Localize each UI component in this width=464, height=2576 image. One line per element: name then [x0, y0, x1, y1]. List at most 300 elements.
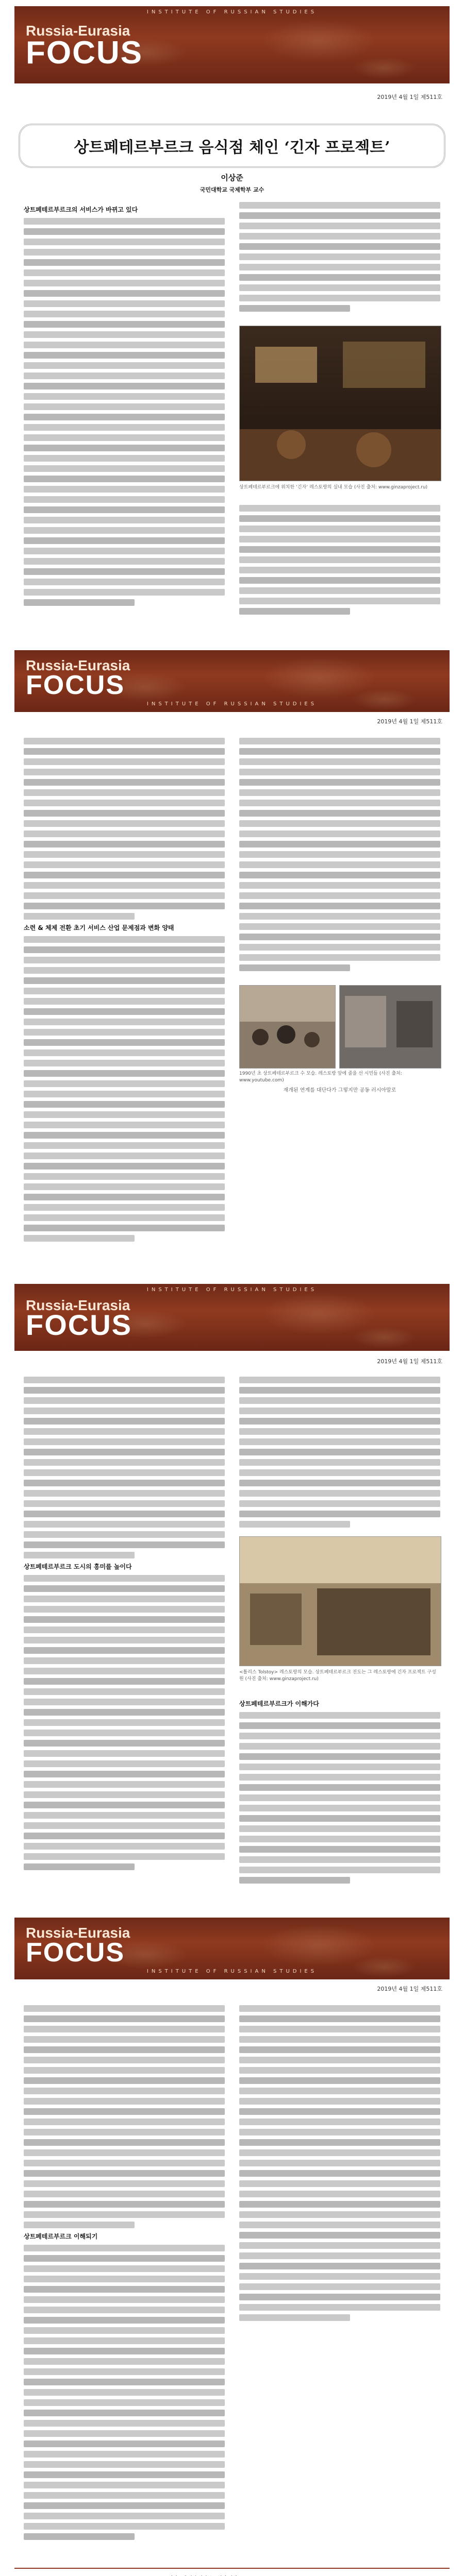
text-line	[24, 1008, 225, 1015]
text-line	[239, 2263, 440, 2269]
text-line	[24, 280, 225, 286]
restaurant-interior-photo	[239, 326, 441, 481]
text-line	[24, 1080, 225, 1087]
text-line	[24, 1428, 225, 1435]
text-line	[24, 1111, 225, 1118]
text-column-right	[239, 2005, 440, 2335]
text-line	[24, 789, 225, 796]
street-crowd-photo	[239, 985, 336, 1069]
text-line	[239, 598, 440, 604]
text-line	[24, 2430, 225, 2437]
brand-focus: FOCUS	[26, 1309, 132, 1341]
text-line	[24, 455, 225, 462]
text-line	[239, 2160, 440, 2166]
text-line	[239, 1764, 440, 1770]
text-line	[24, 1812, 225, 1819]
text-line	[24, 2160, 225, 2166]
text-line	[239, 2077, 440, 2084]
text-line	[239, 2139, 440, 2146]
text-line	[24, 476, 225, 482]
page-4	[14, 1918, 450, 2576]
text-line	[24, 820, 225, 827]
text-line	[24, 1438, 225, 1445]
text-line	[24, 1101, 225, 1108]
text-line	[24, 1596, 225, 1602]
text-line	[24, 2139, 225, 2146]
text-line	[239, 1428, 440, 1435]
text-line	[24, 967, 225, 974]
text-line	[24, 1843, 225, 1850]
text-line	[24, 1490, 225, 1497]
text-line	[24, 758, 225, 765]
text-line	[24, 1750, 225, 1757]
text-line	[239, 903, 440, 909]
text-line	[24, 2286, 225, 2293]
photo-caption: <톨리스 Tolstoy> 레스토랑의 모습. 상트페테르부르크 진도는 그 레스토랑에 긴자 프로젝트 구성원 (사진 출처: www.ginzaproject.ru)	[239, 1670, 436, 1682]
text-line	[239, 556, 440, 563]
text-column-left	[24, 202, 225, 624]
text-line	[239, 2067, 440, 2074]
text-line	[239, 587, 440, 594]
text-line	[24, 2191, 225, 2197]
text-line	[239, 2129, 440, 2136]
text-line	[24, 2265, 225, 2272]
text-line	[24, 218, 225, 225]
text-line	[239, 295, 440, 301]
text-line	[239, 2015, 440, 2022]
text-line	[24, 1480, 225, 1486]
text-line	[24, 738, 225, 744]
text-line	[239, 1408, 440, 1414]
text-line	[239, 748, 440, 755]
text-line	[239, 577, 440, 584]
text-line	[24, 810, 225, 817]
text-line	[24, 2492, 225, 2499]
text-line	[239, 2314, 350, 2321]
text-line	[24, 946, 225, 953]
text-line	[24, 1626, 225, 1633]
text-line	[24, 1863, 135, 1870]
text-line	[239, 1867, 440, 1873]
photo-caption: 상트페테르부르크에 위치한 ‘긴자’ 레스토랑의 실내 모습 (사진 출처: www.ginzaproject.ru)	[239, 485, 428, 490]
text-line	[24, 957, 225, 963]
text-line	[24, 882, 225, 889]
text-line	[239, 1712, 440, 1719]
institute-name: INSTITUTE OF RUSSIAN STUDIES	[146, 1969, 318, 1974]
section-heading: 상트페테르부르크 도시의 흥미를 높이다	[24, 1563, 132, 1570]
text-line	[24, 779, 225, 786]
page-1	[14, 6, 450, 640]
text-line	[24, 1235, 135, 1242]
brand-region: Russia-Eurasia	[26, 657, 130, 673]
text-line	[239, 1774, 440, 1781]
text-line	[239, 2252, 440, 2259]
text-line	[24, 2399, 225, 2406]
text-line	[239, 2057, 440, 2063]
author-name: 이상준	[221, 173, 243, 182]
text-line	[239, 2005, 440, 2012]
text-line	[24, 568, 225, 575]
footer-divider	[14, 2568, 450, 2569]
text-line	[239, 1459, 440, 1466]
text-line	[24, 1719, 225, 1726]
text-line	[239, 820, 440, 827]
text-line	[24, 2222, 135, 2228]
text-line	[239, 1469, 440, 1476]
text-line	[24, 2471, 225, 2478]
text-line	[239, 2304, 440, 2311]
text-line	[239, 1733, 440, 1739]
text-line	[239, 954, 440, 961]
text-line	[24, 1163, 225, 1170]
text-line	[239, 738, 440, 744]
text-line	[239, 2222, 440, 2228]
text-line	[239, 1815, 440, 1822]
text-line	[24, 2129, 225, 2136]
text-line	[239, 243, 440, 250]
text-line	[24, 1606, 225, 1613]
text-line	[239, 305, 350, 312]
text-line	[239, 1856, 440, 1863]
text-line	[24, 558, 225, 565]
text-line	[24, 1521, 225, 1528]
text-line	[239, 2273, 440, 2280]
text-line	[24, 259, 225, 266]
text-line	[239, 831, 440, 837]
text-line	[24, 414, 225, 420]
text-line	[24, 2461, 225, 2468]
text-line	[239, 1836, 440, 1842]
text-line	[24, 861, 225, 868]
text-line	[24, 269, 225, 276]
text-line	[24, 2368, 225, 2375]
text-line	[24, 1418, 225, 1425]
text-line	[239, 505, 440, 512]
text-line	[239, 2283, 440, 2290]
headline-box	[19, 124, 445, 168]
text-line	[24, 831, 225, 837]
text-line	[24, 1552, 135, 1558]
text-line	[239, 1743, 440, 1750]
text-line	[239, 851, 440, 858]
text-line	[24, 342, 225, 348]
text-line	[24, 1709, 225, 1716]
text-line	[24, 1647, 225, 1654]
queue-photo	[339, 985, 441, 1069]
text-line	[239, 1449, 440, 1455]
text-line	[239, 2108, 440, 2115]
text-line	[24, 2098, 225, 2105]
text-column-left	[24, 2005, 225, 2562]
text-line	[239, 892, 440, 899]
text-line	[24, 1397, 225, 1404]
text-line	[239, 2180, 440, 2187]
text-line	[24, 527, 225, 534]
text-line	[24, 2201, 225, 2208]
text-line	[239, 2026, 440, 2032]
text-line	[24, 290, 225, 297]
text-column-right	[239, 738, 440, 980]
text-line	[239, 1805, 440, 1811]
brand-focus: FOCUS	[26, 670, 125, 700]
text-line	[239, 274, 440, 281]
text-line	[24, 249, 225, 256]
photo-caption: 1990년 초 상트페테르부르크 수 모습. 레스토랑 앞에 줄을 선 시민들 (사진 출처: www.youtube.com)	[239, 1071, 402, 1083]
text-line	[239, 2088, 440, 2094]
text-line	[24, 2441, 225, 2447]
text-line	[24, 2451, 225, 2458]
text-line	[24, 977, 225, 984]
text-line	[239, 779, 440, 786]
text-line	[239, 515, 440, 522]
text-line	[24, 2327, 225, 2334]
text-line	[24, 2533, 135, 2540]
text-line	[24, 1585, 225, 1592]
text-line	[24, 2077, 225, 2084]
text-line	[239, 1784, 440, 1791]
brand-focus: FOCUS	[26, 1938, 125, 1968]
text-line	[24, 1678, 225, 1685]
text-line	[24, 2005, 225, 2012]
text-line	[239, 1438, 440, 1445]
text-line	[239, 2191, 440, 2197]
text-line	[24, 872, 225, 878]
text-line	[24, 362, 225, 369]
text-line	[24, 2057, 225, 2063]
text-line	[239, 223, 440, 229]
text-line	[239, 536, 440, 543]
text-line	[24, 1668, 225, 1674]
text-line	[24, 2482, 225, 2488]
text-line	[239, 944, 440, 951]
text-line	[24, 1122, 225, 1128]
text-line	[24, 1377, 225, 1383]
text-line	[239, 1490, 440, 1497]
text-line	[239, 964, 350, 971]
text-line	[239, 1753, 440, 1760]
text-line	[24, 383, 225, 389]
text-line	[24, 1822, 225, 1829]
text-line	[24, 1214, 225, 1221]
text-line	[24, 1833, 225, 1839]
header-banner	[14, 650, 450, 712]
text-column-right	[239, 1377, 440, 1531]
text-line	[24, 496, 225, 503]
text-line	[24, 1204, 225, 1211]
text-line	[239, 2170, 440, 2177]
text-line	[24, 2276, 225, 2282]
section-heading: 상트페테르부르크 이해되기	[24, 2233, 98, 2240]
text-line	[239, 2036, 440, 2043]
text-line	[24, 998, 225, 1005]
page-2	[14, 650, 450, 1268]
text-line	[24, 1699, 225, 1705]
text-line	[24, 2410, 225, 2416]
text-line	[24, 1459, 225, 1466]
institute-name: INSTITUTE OF RUSSIAN STUDIES	[146, 9, 318, 15]
brand-region: Russia-Eurasia	[26, 1297, 130, 1313]
text-line	[239, 789, 440, 796]
text-line	[24, 311, 225, 317]
text-line	[239, 800, 440, 806]
text-line	[24, 2307, 225, 2313]
photo-caption-2: 재개된 연계를 대단다가 그렇지만 공동 러시아말로	[283, 1088, 396, 1093]
text-line	[239, 1521, 350, 1528]
text-line	[24, 1657, 225, 1664]
text-line	[24, 2108, 225, 2115]
text-line	[24, 903, 225, 909]
text-line	[239, 567, 440, 573]
issue-info: 2019년 4월 1일 제511호	[377, 718, 442, 725]
text-line	[239, 546, 440, 553]
text-line	[239, 1511, 440, 1517]
page-3	[14, 1284, 450, 1902]
text-line	[24, 2026, 225, 2032]
text-line	[239, 758, 440, 765]
text-line	[239, 2119, 440, 2125]
text-line	[24, 1740, 225, 1747]
text-line	[24, 1060, 225, 1066]
text-line	[24, 1802, 225, 1808]
text-column-right-bottom	[239, 505, 440, 623]
text-line	[24, 2149, 225, 2156]
text-line	[239, 202, 440, 209]
text-line	[24, 2036, 225, 2043]
text-line	[24, 1049, 225, 1056]
text-column-right	[239, 202, 440, 320]
text-line	[24, 1469, 225, 1476]
text-line	[24, 1183, 225, 1190]
text-line	[24, 393, 225, 400]
text-line	[239, 872, 440, 878]
text-line	[24, 2245, 225, 2251]
text-line	[24, 2523, 225, 2530]
institute-name: INSTITUTE OF RUSSIAN STUDIES	[146, 701, 318, 707]
text-line	[24, 2317, 225, 2324]
text-line	[24, 748, 225, 755]
text-line	[24, 2502, 225, 2509]
text-line	[239, 1877, 350, 1884]
text-line	[239, 1722, 440, 1729]
text-line	[24, 1019, 225, 1025]
text-line	[24, 372, 225, 379]
institute-name: INSTITUTE OF RUSSIAN STUDIES	[146, 1287, 318, 1293]
text-line	[24, 2379, 225, 2385]
header-banner	[14, 1284, 450, 1351]
restaurant-interior-photo	[239, 1536, 441, 1666]
text-line	[24, 841, 225, 848]
text-line	[24, 1616, 225, 1623]
text-line	[24, 465, 225, 472]
text-line	[24, 2211, 225, 2218]
text-line	[24, 486, 225, 493]
text-line	[239, 212, 440, 219]
text-line	[24, 352, 225, 359]
text-line	[24, 1688, 225, 1695]
text-line	[239, 253, 440, 260]
text-line	[24, 1575, 225, 1582]
text-line	[239, 1825, 440, 1832]
article-title: 상트페테르부르크 음식점 체인 ‘긴자 프로젝트’	[74, 139, 390, 157]
issue-info: 2019년 4월 1일 제511호	[377, 1358, 442, 1365]
text-line	[24, 331, 225, 338]
text-line	[24, 537, 225, 544]
text-line	[24, 800, 225, 806]
text-line	[239, 1846, 440, 1853]
text-line	[24, 445, 225, 451]
text-line	[24, 424, 225, 431]
text-column-left	[24, 1377, 225, 1892]
text-line	[239, 810, 440, 817]
text-line	[24, 517, 225, 523]
text-line	[24, 2389, 225, 2396]
text-line	[24, 1091, 225, 1097]
text-column-right-bottom	[239, 1696, 440, 1892]
text-line	[239, 2232, 440, 2239]
text-line	[239, 2294, 440, 2300]
text-line	[24, 988, 225, 994]
text-line	[24, 892, 225, 899]
text-line	[24, 1142, 225, 1149]
text-line	[24, 1500, 225, 1507]
text-line	[24, 851, 225, 858]
text-line	[24, 913, 135, 920]
text-line	[239, 923, 440, 930]
text-line	[24, 239, 225, 245]
text-line	[239, 2046, 440, 2053]
text-line	[24, 599, 135, 606]
section-heading: 상트페테르부르크의 서비스가 바뀌고 있다	[24, 206, 138, 213]
text-line	[24, 1511, 225, 1517]
text-line	[24, 1173, 225, 1180]
text-line	[239, 1480, 440, 1486]
text-line	[24, 300, 225, 307]
section-heading: 상트페테르부르크가 이해가다	[239, 1700, 319, 1707]
text-line	[24, 2296, 225, 2303]
text-line	[24, 2119, 225, 2125]
text-line	[24, 434, 225, 441]
text-line	[239, 2098, 440, 2105]
text-line	[24, 2255, 225, 2262]
text-line	[24, 1791, 225, 1798]
text-line	[239, 882, 440, 889]
text-line	[239, 769, 440, 775]
text-line	[239, 1387, 440, 1394]
text-line	[239, 284, 440, 291]
text-line	[24, 1153, 225, 1159]
text-line	[24, 548, 225, 554]
text-line	[24, 2015, 225, 2022]
text-line	[24, 403, 225, 410]
text-line	[239, 2211, 440, 2218]
author-affiliation: 국민대학교 국제학부 교수	[200, 187, 264, 193]
text-line	[24, 2348, 225, 2354]
text-line	[24, 2180, 225, 2187]
brand-focus: FOCUS	[26, 35, 143, 71]
section-heading: 소련 & 체제 전환 초기 서비스 산업 문제점과 변화 양태	[24, 924, 174, 931]
text-line	[24, 1771, 225, 1777]
header-banner	[14, 6, 450, 83]
issue-info: 2019년 4월 1일 제511호	[377, 1986, 442, 1992]
text-line	[24, 1070, 225, 1077]
text-line	[24, 321, 225, 328]
text-line	[24, 1029, 225, 1036]
text-line	[24, 936, 225, 943]
text-line	[24, 1637, 225, 1643]
text-line	[239, 1794, 440, 1801]
text-line	[24, 2170, 225, 2177]
text-line	[24, 1730, 225, 1736]
